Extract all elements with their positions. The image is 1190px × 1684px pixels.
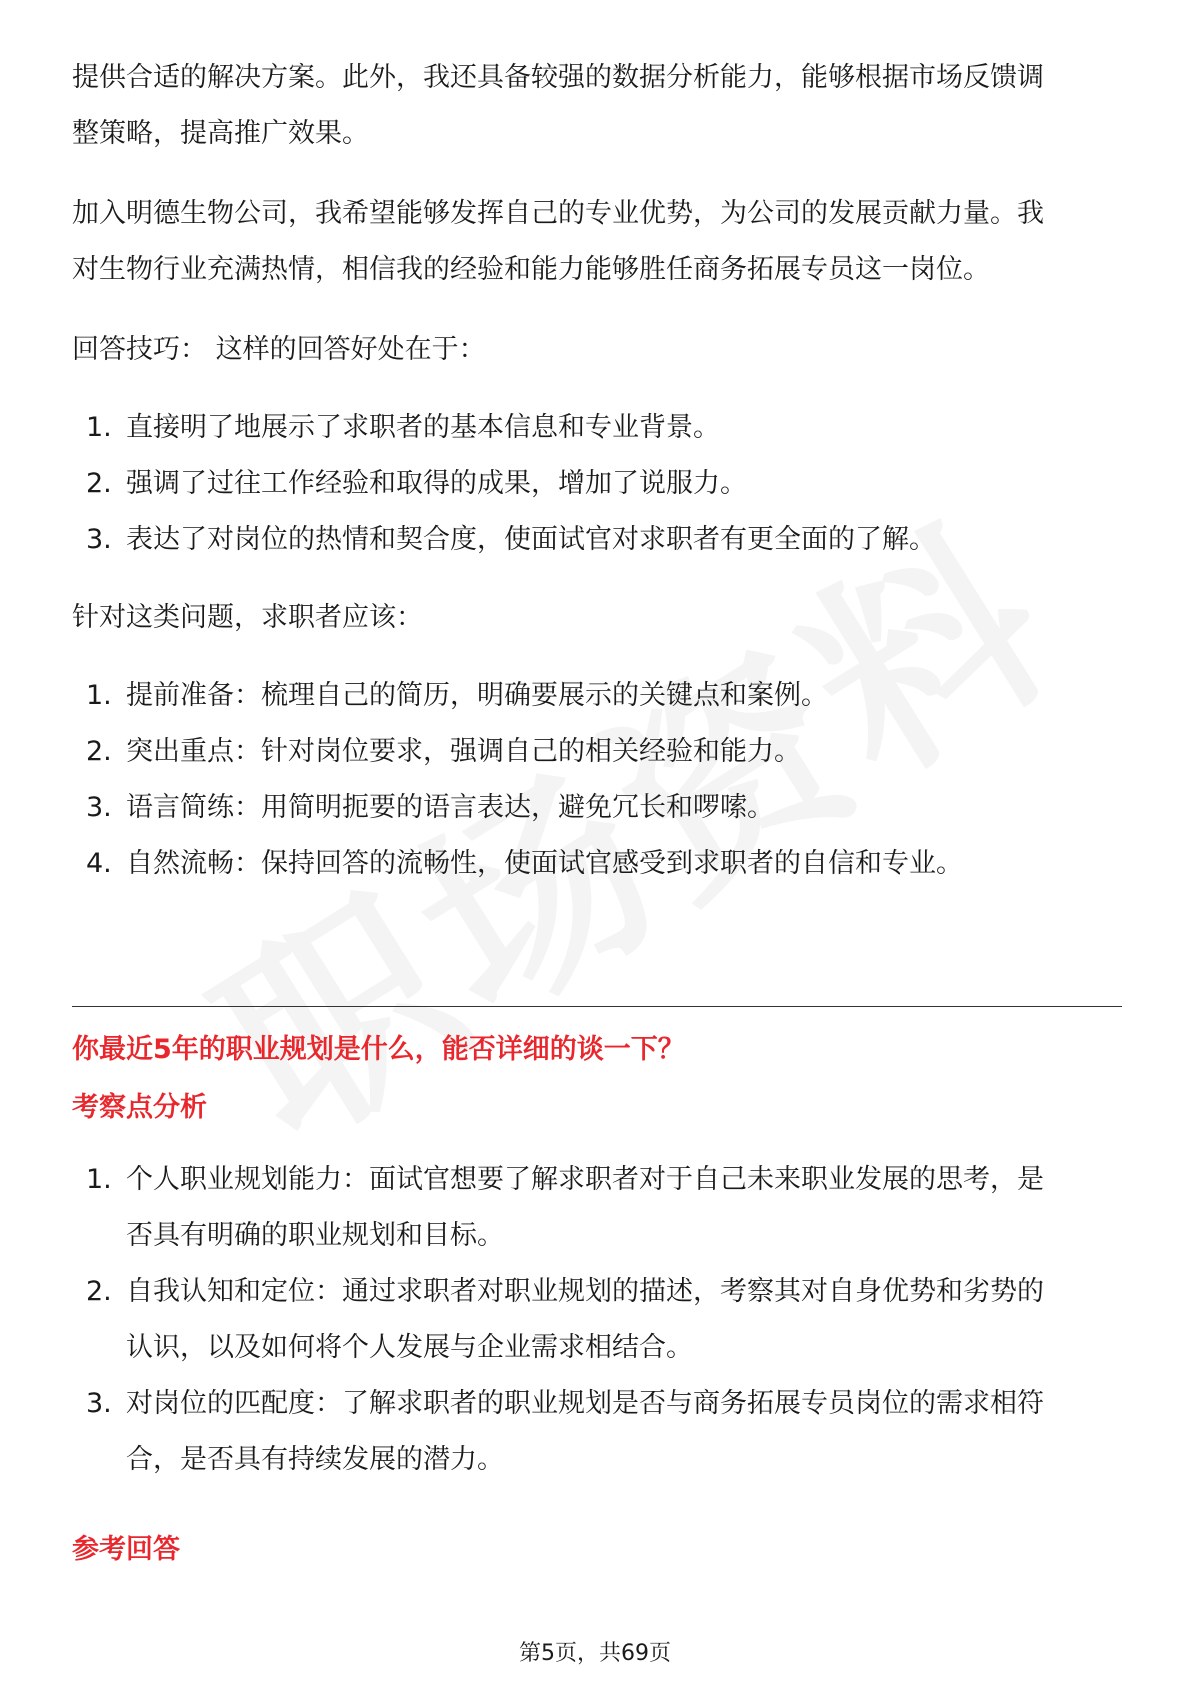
list-item — [72, 400, 1122, 456]
question-title: 你最近5年的职业规划是什么，能否详细的谈一下？ — [72, 1034, 685, 1065]
tips-intro: 回答技巧： 这样的回答好处在于： — [72, 334, 486, 365]
list-item — [72, 1264, 1122, 1376]
advice-list — [72, 668, 1122, 892]
list-text: 语言简练：用简明扼要的语言表达，避免冗长和啰嗦。 — [126, 792, 774, 823]
list-item — [72, 512, 1122, 568]
list-text-line: 自我认知和定位：通过求职者对职业规划的描述，考察其对自身优势和劣势的 — [126, 1276, 1044, 1307]
list-number: 2. — [86, 1276, 112, 1307]
list-number: 1. — [86, 1164, 112, 1195]
page-footer: 第5页，共69页 — [519, 1641, 671, 1666]
paragraph-line: 提供合适的解决方案。此外，我还具备较强的数据分析能力，能够根据市场反馈调 — [72, 62, 1044, 93]
tips-list — [72, 400, 1122, 568]
list-text: 表达了对岗位的热情和契合度，使面试官对求职者有更全面的了解。 — [126, 524, 936, 555]
list-item — [72, 668, 1122, 724]
intro-paragraph-1 — [72, 50, 1122, 162]
list-item — [72, 1152, 1122, 1264]
list-number: 3. — [86, 1388, 112, 1419]
list-number: 1. — [86, 680, 112, 711]
paragraph-line: 整策略，提高推广效果。 — [72, 118, 369, 149]
paragraph-line: 对生物行业充满热情，相信我的经验和能力能够胜任商务拓展专员这一岗位。 — [72, 254, 990, 285]
list-number: 3. — [86, 524, 112, 555]
list-number: 2. — [86, 468, 112, 499]
document-page — [72, 0, 1122, 1684]
list-item — [72, 836, 1122, 892]
paragraph-line: 加入明德生物公司，我希望能够发挥自己的专业优势，为公司的发展贡献力量。我 — [72, 198, 1044, 229]
list-text: 突出重点：针对岗位要求，强调自己的相关经验和能力。 — [126, 736, 801, 767]
analysis-list — [72, 1152, 1122, 1488]
list-text-line: 否具有明确的职业规划和目标。 — [126, 1220, 504, 1251]
list-text: 直接明了地展示了求职者的基本信息和专业背景。 — [126, 412, 720, 443]
list-text: 强调了过往工作经验和取得的成果，增加了说服力。 — [126, 468, 747, 499]
list-text-line: 认识，以及如何将个人发展与企业需求相结合。 — [126, 1332, 693, 1363]
list-text: 提前准备：梳理自己的简历，明确要展示的关键点和案例。 — [126, 680, 828, 711]
list-number: 2. — [86, 736, 112, 767]
list-number: 4. — [86, 848, 112, 879]
advice-intro: 针对这类问题，求职者应该： — [72, 602, 423, 633]
list-text-line: 对岗位的匹配度：了解求职者的职业规划是否与商务拓展专员岗位的需求相符 — [126, 1388, 1044, 1419]
intro-paragraph-2 — [72, 186, 1122, 298]
list-text-line: 合，是否具有持续发展的潜力。 — [126, 1444, 504, 1475]
list-item — [72, 1376, 1122, 1488]
reference-heading: 参考回答 — [72, 1534, 180, 1565]
list-text-line: 个人职业规划能力：面试官想要了解求职者对于自己未来职业发展的思考，是 — [126, 1164, 1044, 1195]
list-item — [72, 780, 1122, 836]
analysis-heading: 考察点分析 — [72, 1092, 207, 1123]
list-number: 3. — [86, 792, 112, 823]
section-divider — [72, 1006, 1122, 1007]
list-number: 1. — [86, 412, 112, 443]
list-item — [72, 456, 1122, 512]
list-text: 自然流畅：保持回答的流畅性，使面试官感受到求职者的自信和专业。 — [126, 848, 963, 879]
list-item — [72, 724, 1122, 780]
